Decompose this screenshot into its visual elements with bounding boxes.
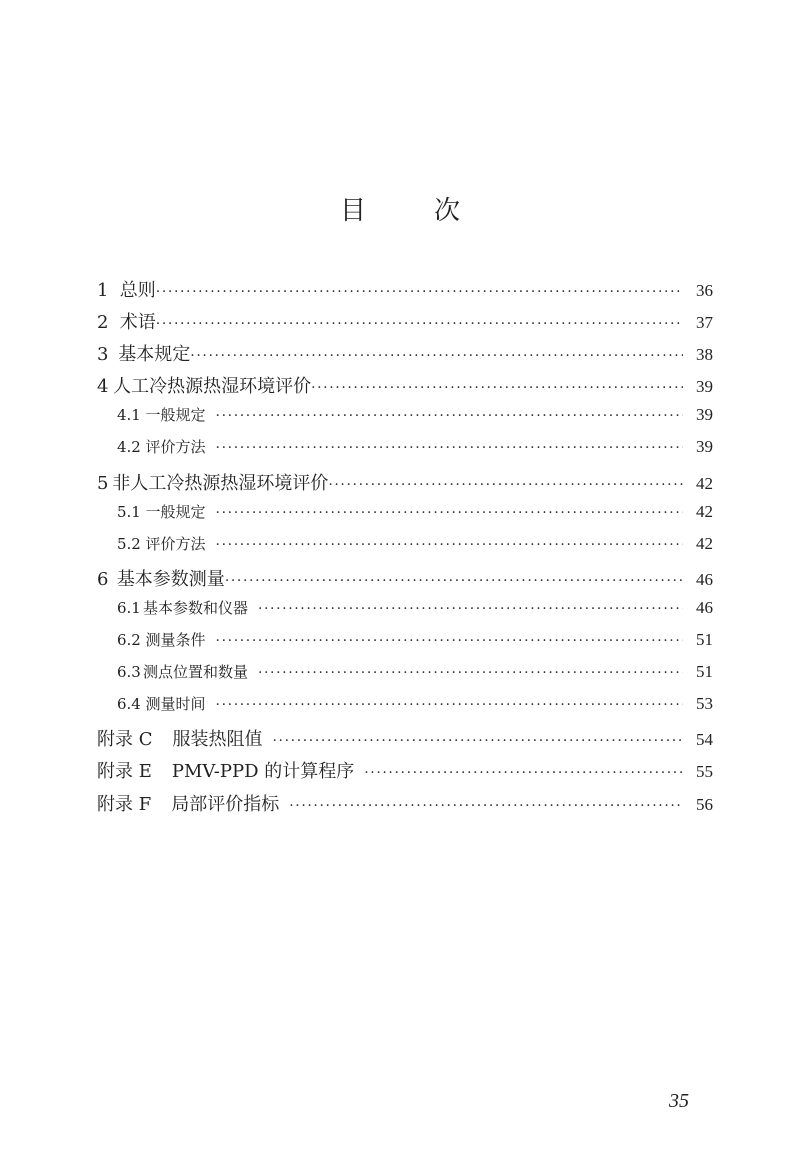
toc-entry-number: 6.1 xyxy=(117,598,141,617)
toc-entry-title: 基本参数和仪器 xyxy=(142,598,248,617)
toc-entry-number: 4 xyxy=(97,376,109,398)
toc-title xyxy=(0,190,800,227)
dot-leader xyxy=(225,573,683,589)
dot-leader xyxy=(328,477,683,493)
toc-entry-number: 4.2 xyxy=(117,438,141,457)
toc-entry[interactable] xyxy=(97,404,713,436)
toc-entry-title: 测点位置和数量 xyxy=(142,663,248,682)
toc-entry-page: 51 xyxy=(696,630,713,650)
toc-entry[interactable] xyxy=(97,469,713,501)
toc-entry[interactable] xyxy=(97,372,713,404)
toc-entry[interactable] xyxy=(97,597,713,629)
dot-leader xyxy=(156,284,683,300)
toc-entry-title: 评价方法 xyxy=(145,534,206,553)
toc-entry[interactable] xyxy=(97,661,713,693)
toc-entry-title: 非人工冷热源热湿环境评价 xyxy=(112,472,329,494)
toc-entry-number: 3 xyxy=(97,344,109,366)
toc-title-char-2: 次 xyxy=(434,196,461,226)
toc-entry-number: 6.3 xyxy=(117,663,141,682)
dot-leader xyxy=(216,697,683,713)
dot-leader xyxy=(364,765,683,781)
toc-entry[interactable] xyxy=(97,340,713,372)
toc-title-char-1: 目 xyxy=(339,196,366,226)
dot-leader xyxy=(216,505,683,521)
toc-entry-title: 一般规定 xyxy=(145,502,206,521)
toc-entry[interactable] xyxy=(97,790,713,822)
toc-entry-title: 基本参数测量 xyxy=(116,568,225,590)
toc-entry-page: 46 xyxy=(696,597,713,617)
toc-entry-title: 测量时间 xyxy=(145,695,206,714)
toc-entry-title: 评价方法 xyxy=(145,438,206,457)
toc-entry-number: 5.2 xyxy=(117,534,141,553)
toc-entry-page: 42 xyxy=(696,533,713,553)
dot-leader xyxy=(190,348,683,364)
toc-entry-number: 附录 F xyxy=(97,793,152,815)
toc-entry-page: 39 xyxy=(696,377,713,397)
toc-entry-number: 5.1 xyxy=(117,502,141,521)
dot-leader xyxy=(156,316,683,332)
toc-entry[interactable] xyxy=(97,501,713,533)
toc-entry-number: 5 xyxy=(97,472,109,494)
toc-entry-title: 基本规定 xyxy=(118,344,191,366)
toc-entry-page: 46 xyxy=(696,569,713,589)
toc-entry-number: 6.2 xyxy=(117,631,141,650)
toc-entry-page: 55 xyxy=(696,762,713,782)
toc-entry-page: 54 xyxy=(696,730,713,750)
dot-leader xyxy=(289,798,683,814)
dot-leader xyxy=(273,733,684,749)
toc-entry-page: 38 xyxy=(696,345,713,365)
dot-leader xyxy=(258,601,683,617)
toc-entry-title: 测量条件 xyxy=(145,631,206,650)
toc-entry-page: 37 xyxy=(696,313,713,333)
toc-entry-page: 42 xyxy=(696,473,713,493)
toc-entry-title: 术语 xyxy=(119,312,156,334)
table-of-contents xyxy=(97,276,713,822)
toc-entry-title: 服装热阻值 xyxy=(172,729,263,751)
toc-entry-title: PMV-PPD 的计算程序 xyxy=(171,761,355,783)
toc-entry-page: 51 xyxy=(696,662,713,682)
dot-leader xyxy=(216,633,683,649)
dot-leader xyxy=(216,537,683,553)
toc-entry-number: 6.4 xyxy=(117,695,141,714)
toc-entry[interactable] xyxy=(97,308,713,340)
toc-entry-number: 4.1 xyxy=(117,406,141,425)
toc-entry-number: 附录 E xyxy=(97,761,152,783)
toc-entry[interactable] xyxy=(97,629,713,661)
toc-entry[interactable] xyxy=(97,757,713,789)
toc-entry-page: 39 xyxy=(696,437,713,457)
toc-entry-number: 6 xyxy=(97,568,109,590)
toc-entry-page: 39 xyxy=(696,405,713,425)
toc-entry-page: 53 xyxy=(696,694,713,714)
dot-leader xyxy=(216,440,683,456)
toc-entry-title: 局部评价指标 xyxy=(171,793,280,815)
toc-entry[interactable] xyxy=(97,693,713,725)
dot-leader xyxy=(258,665,683,681)
toc-entry[interactable] xyxy=(97,436,713,468)
toc-entry[interactable] xyxy=(97,533,713,565)
page-number: 35 xyxy=(669,1090,689,1112)
toc-entry-number: 1 xyxy=(97,280,109,301)
toc-entry[interactable] xyxy=(97,565,713,597)
toc-entry-number: 2 xyxy=(97,312,109,334)
dot-leader xyxy=(311,380,683,396)
toc-entry-title: 总则 xyxy=(119,280,156,301)
dot-leader xyxy=(216,408,683,424)
toc-entry-title: 一般规定 xyxy=(145,406,206,425)
toc-entry-number: 附录 C xyxy=(97,729,153,751)
toc-entry-title: 人工冷热源热湿环境评价 xyxy=(113,376,312,398)
toc-entry-page: 56 xyxy=(696,794,713,814)
toc-entry[interactable] xyxy=(97,725,713,757)
toc-entry-page: 36 xyxy=(696,281,713,300)
toc-entry-page: 42 xyxy=(696,501,713,521)
toc-entry[interactable] xyxy=(97,276,713,308)
